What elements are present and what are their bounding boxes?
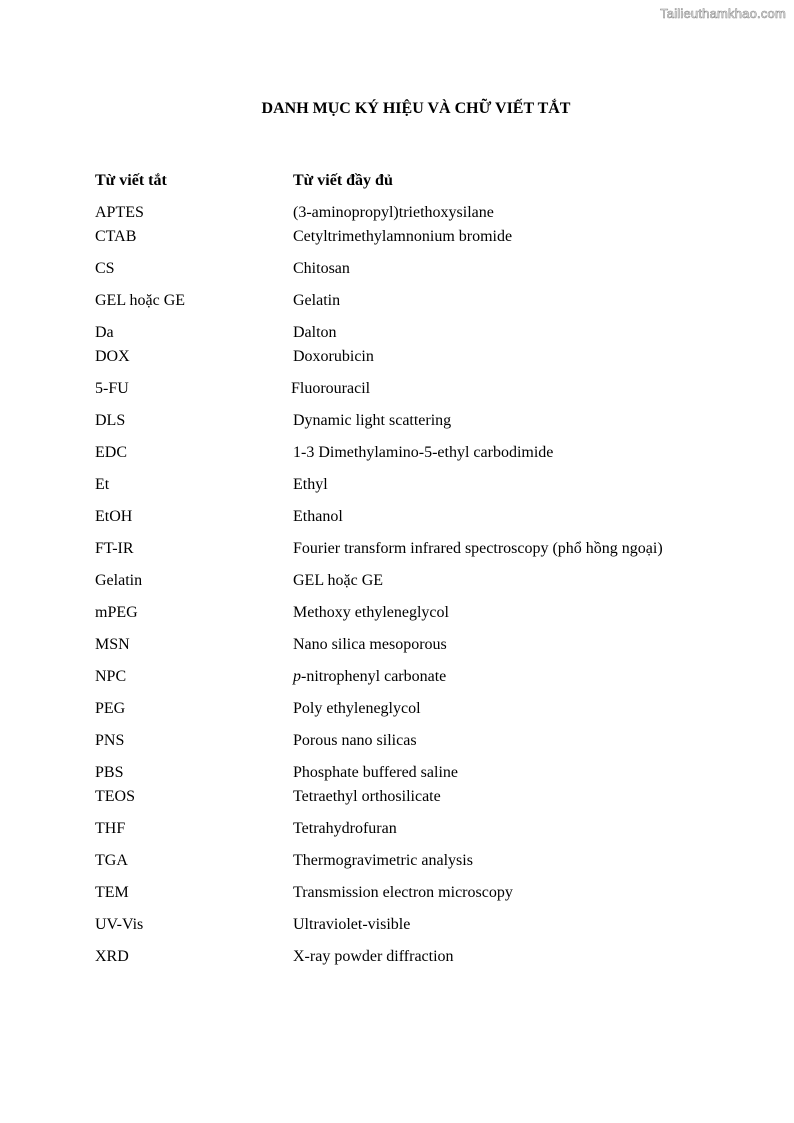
table-row <box>0 346 794 368</box>
full-cell: Phosphate buffered saline <box>293 764 458 781</box>
header-full: Từ viết đầy đủ <box>293 172 393 189</box>
table-row <box>0 634 794 656</box>
table-row <box>0 882 794 904</box>
page-title: DANH MỤC KÝ HIỆU VÀ CHỮ VIẾT TẮT <box>261 100 571 117</box>
abbr-cell: GEL hoặc GE <box>95 292 186 309</box>
abbr-cell: PEG <box>95 700 126 717</box>
header-abbr: Từ viết tắt <box>95 172 167 189</box>
abbr-cell: XRD <box>95 948 129 965</box>
abbr-cell: mPEG <box>95 604 138 621</box>
full-cell: Transmission electron microscopy <box>293 884 513 901</box>
full-cell: Nano silica mesoporous <box>293 636 447 653</box>
abbr-cell: FT-IR <box>95 540 134 557</box>
abbr-cell: Gelatin <box>95 572 143 589</box>
table-row <box>0 378 794 400</box>
abbr-cell: 5-FU <box>95 380 129 397</box>
abbr-cell: TEOS <box>95 788 135 805</box>
abbr-cell: Et <box>95 476 110 493</box>
table-row <box>0 322 794 344</box>
full-cell <box>293 666 446 688</box>
full-cell: Ethyl <box>293 476 328 493</box>
abbr-cell: TEM <box>95 884 129 901</box>
table-row <box>0 666 794 688</box>
full-cell: (3-aminopropyl)triethoxysilane <box>293 204 494 221</box>
full-cell: Dynamic light scattering <box>293 412 452 429</box>
abbr-cell: APTES <box>95 204 144 221</box>
abbr-cell: CS <box>95 260 115 277</box>
full-cell: Tetraethyl orthosilicate <box>293 788 441 805</box>
table-row <box>0 602 794 624</box>
full-cell: 1-3 Dimethylamino-5-ethyl carbodimide <box>293 444 554 461</box>
abbr-cell: Da <box>95 324 114 341</box>
table-row <box>0 506 794 528</box>
full-cell: Tetrahydrofuran <box>293 820 397 837</box>
abbr-cell: NPC <box>95 668 127 685</box>
abbr-cell: CTAB <box>95 228 137 245</box>
table-row <box>0 786 794 808</box>
full-cell: Poly ethyleneglycol <box>293 700 421 717</box>
table-row <box>0 762 794 784</box>
table-header <box>0 170 794 192</box>
abbr-cell: EDC <box>95 444 127 461</box>
abbr-cell: DOX <box>95 348 130 365</box>
full-cell: Fourier transform infrared spectroscopy (phổ hồng ngoại) <box>293 540 663 557</box>
table-row <box>0 410 794 432</box>
full-cell: Thermogravimetric analysis <box>293 852 473 869</box>
abbr-cell: UV-Vis <box>95 916 144 933</box>
table-row <box>0 538 794 560</box>
full-text: -nitrophenyl carbonate <box>301 668 447 685</box>
full-cell: Fluorouracil <box>291 380 371 397</box>
watermark-text: Tailieuthamkhao.com <box>660 6 786 21</box>
table-row <box>0 698 794 720</box>
table-row <box>0 474 794 496</box>
table-row <box>0 202 794 224</box>
full-cell: Methoxy ethyleneglycol <box>293 604 449 621</box>
abbr-cell: THF <box>95 820 126 837</box>
full-cell: Ethanol <box>293 508 343 525</box>
abbr-cell: MSN <box>95 636 130 653</box>
table-row <box>0 850 794 872</box>
abbr-cell: PBS <box>95 764 124 781</box>
full-cell: Porous nano silicas <box>293 732 417 749</box>
full-cell: GEL hoặc GE <box>293 572 384 589</box>
abbr-cell: EtOH <box>95 508 133 525</box>
table-row <box>0 258 794 280</box>
table-row <box>0 442 794 464</box>
abbr-cell: DLS <box>95 412 126 429</box>
full-cell: Gelatin <box>293 292 341 309</box>
full-cell: Doxorubicin <box>293 348 374 365</box>
full-cell: X-ray powder diffraction <box>293 948 454 965</box>
table-row <box>0 226 794 248</box>
full-cell: Ultraviolet-visible <box>293 916 411 933</box>
abbr-cell: TGA <box>95 852 128 869</box>
abbr-cell: PNS <box>95 732 125 749</box>
table-row <box>0 946 794 968</box>
table-row <box>0 914 794 936</box>
full-cell: Cetyltrimethylamnonium bromide <box>293 228 513 245</box>
table-row <box>0 570 794 592</box>
full-cell: Chitosan <box>293 260 350 277</box>
table-row <box>0 730 794 752</box>
full-cell: Dalton <box>293 324 337 341</box>
italic-prefix: p <box>293 668 301 685</box>
table-row <box>0 818 794 840</box>
table-row <box>0 290 794 312</box>
